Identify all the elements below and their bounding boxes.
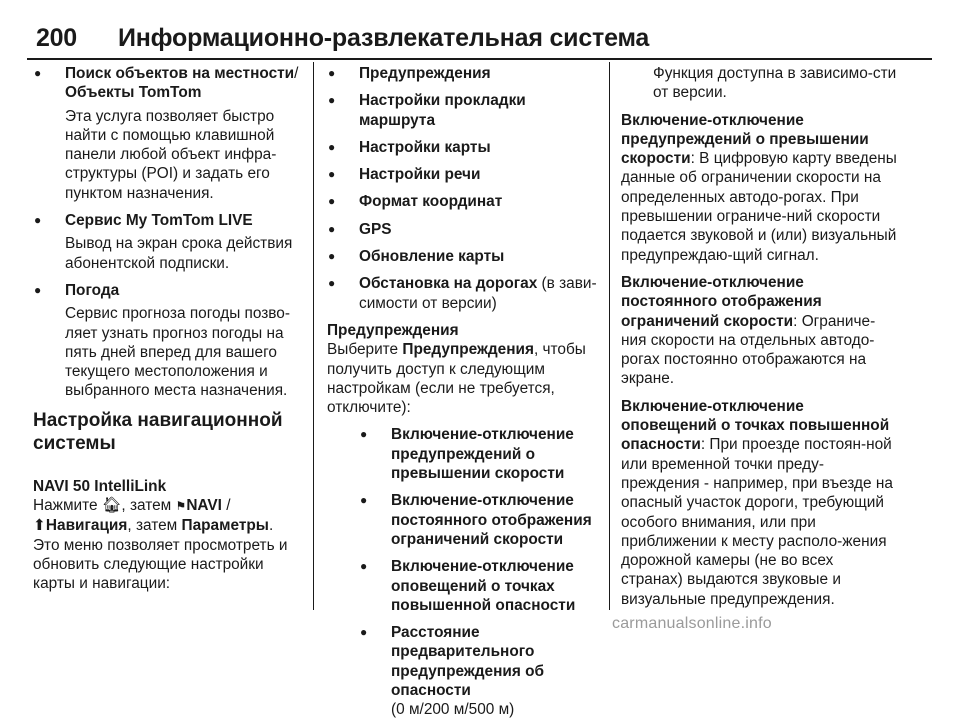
sub-item-note: (0 м/200 м/500 м) bbox=[391, 701, 515, 719]
item-title: Формат координат bbox=[359, 193, 503, 211]
item-title: Поиск объектов на местности bbox=[65, 65, 295, 82]
column-1 bbox=[33, 64, 301, 594]
list-item bbox=[327, 91, 599, 130]
paragraph-heading: Включение-отключение оповещений о точках повышенной опасности bbox=[621, 397, 890, 454]
list-item bbox=[327, 220, 599, 239]
list-item-weather bbox=[33, 281, 301, 401]
list-item-traffic bbox=[327, 274, 599, 313]
navi-heading: NAVI 50 IntelliLink bbox=[33, 477, 167, 495]
paragraph-text: : При проезде постоян-ной или временной точки преду-преждения - например, при въезде на опасный участок дороги, требующий особого внимания, или при приближении к месту располо-жения дорожной камеры (не во всех странах) выдаются звуковые и визуальные предупреждения. bbox=[621, 436, 893, 608]
paragraph bbox=[621, 397, 899, 609]
item-title: Настройки карты bbox=[359, 138, 491, 156]
navigation-label: Навигация bbox=[45, 517, 128, 535]
page-number: 200 bbox=[36, 24, 77, 52]
warnings-heading: Предупреждения bbox=[327, 321, 459, 339]
list-item bbox=[327, 192, 599, 211]
instr-text: / bbox=[221, 497, 231, 515]
item-title: GPS bbox=[359, 220, 392, 238]
paragraph-heading: Включение-отключение предупреждений о превышении скорости bbox=[621, 111, 869, 168]
paragraph-text: : В цифровую карту введены данные об ограничении скорости на определенных автодо-рогах. При превышении ограниче-ний скорости подается звуковой и (или) визуальный предупреждаю-щий сигнал. bbox=[621, 150, 897, 264]
watermark: carmanualsonline.info bbox=[612, 615, 772, 632]
column-divider-1 bbox=[313, 62, 314, 610]
item-title: Настройки речи bbox=[359, 166, 481, 184]
column-3 bbox=[621, 64, 899, 617]
sub-item-title: Включение-отключение предупреждений о превышении скорости bbox=[391, 426, 574, 483]
section-title: Настройка навигационной системы bbox=[33, 409, 283, 454]
home-icon: 🏠︎ bbox=[101, 497, 122, 515]
sub-item-title: Расстояние предварительного предупреждения об опасности bbox=[391, 624, 544, 700]
warn-bold: Предупреждения bbox=[402, 341, 534, 359]
item-title-2: Объекты TomTom bbox=[65, 84, 202, 102]
navi-instructions bbox=[33, 477, 301, 594]
warnings-block bbox=[327, 321, 599, 417]
sub-item-title: Включение-отключение постоянного отображения ограничений скорости bbox=[391, 492, 592, 548]
item-title: Обновление карты bbox=[359, 248, 505, 266]
navigation-arrow-icon: ⬆︎ bbox=[33, 517, 46, 535]
instr-text: , затем bbox=[127, 517, 182, 535]
list-item bbox=[327, 138, 599, 157]
page-header bbox=[0, 0, 960, 62]
paragraph bbox=[621, 111, 899, 265]
list-item bbox=[327, 165, 599, 184]
column-2 bbox=[327, 64, 599, 728]
instr-text: . bbox=[268, 517, 274, 535]
sub-item-title: Включение-отключение оповещений о точках повышенной опасности bbox=[391, 558, 576, 614]
sub-list-item bbox=[359, 623, 599, 719]
warnings-sublist bbox=[327, 425, 599, 719]
item-description: Сервис прогноза погоды позво-ляет узнать прогноз погоды на пять дней вперед для вашего текущего местоположения и выбранного места назначения. bbox=[65, 305, 290, 400]
instr-description: Это меню позволяет просмотреть и обновить следующие настройки карты и навигации: bbox=[33, 536, 288, 593]
list-item bbox=[327, 64, 599, 83]
item-note: (в зави-симости от версии) bbox=[359, 275, 597, 312]
item-description: Вывод на экран срока действия абонентской подписки. bbox=[65, 235, 293, 272]
params-label: Параметры bbox=[181, 517, 269, 535]
sub-list-item bbox=[359, 425, 599, 483]
column-divider-2 bbox=[609, 62, 610, 610]
list-item-my-tomtom bbox=[33, 211, 301, 273]
item-title: Настройки прокладки маршрута bbox=[359, 92, 526, 129]
sub-list-item bbox=[359, 557, 599, 615]
warn-text: , чтобы получить доступ к следующим настройкам (если не требуется, отключите): bbox=[327, 341, 586, 417]
navi-label: NAVI bbox=[186, 497, 222, 515]
paragraph bbox=[621, 273, 899, 389]
instr-text: , затем bbox=[121, 497, 176, 515]
item-title: Предупреждения bbox=[359, 65, 491, 82]
instr-text: Нажмите bbox=[33, 497, 102, 515]
list-item bbox=[327, 247, 599, 266]
warn-text: Выберите bbox=[327, 341, 403, 359]
item-title: Погода bbox=[65, 281, 120, 299]
header-rule bbox=[27, 58, 932, 60]
sub-list-item bbox=[359, 491, 599, 549]
page-title: Информационно-развлекательная система bbox=[118, 24, 650, 52]
version-note: Функция доступна в зависимо-сти от версии. bbox=[653, 65, 897, 102]
item-separator: / bbox=[294, 65, 299, 82]
paragraph-text: : Ограниче-ния скорости на отдельных автодо-рогах постоянно отображаются на экране. bbox=[621, 312, 876, 388]
flag-icon: ⚑ bbox=[175, 499, 187, 514]
item-title: Сервис My TomTom LIVE bbox=[65, 212, 253, 230]
item-description: Эта услуга позволяет быстро найти с помощью клавишной панели любой объект инфра-структуры (POI) и задать его пунктом назначения. bbox=[65, 107, 277, 202]
list-item-poi bbox=[33, 64, 301, 203]
item-title: Обстановка на дорогах bbox=[359, 275, 538, 293]
paragraph-heading: Включение-отключение постоянного отображения ограничений скорости bbox=[621, 273, 822, 330]
